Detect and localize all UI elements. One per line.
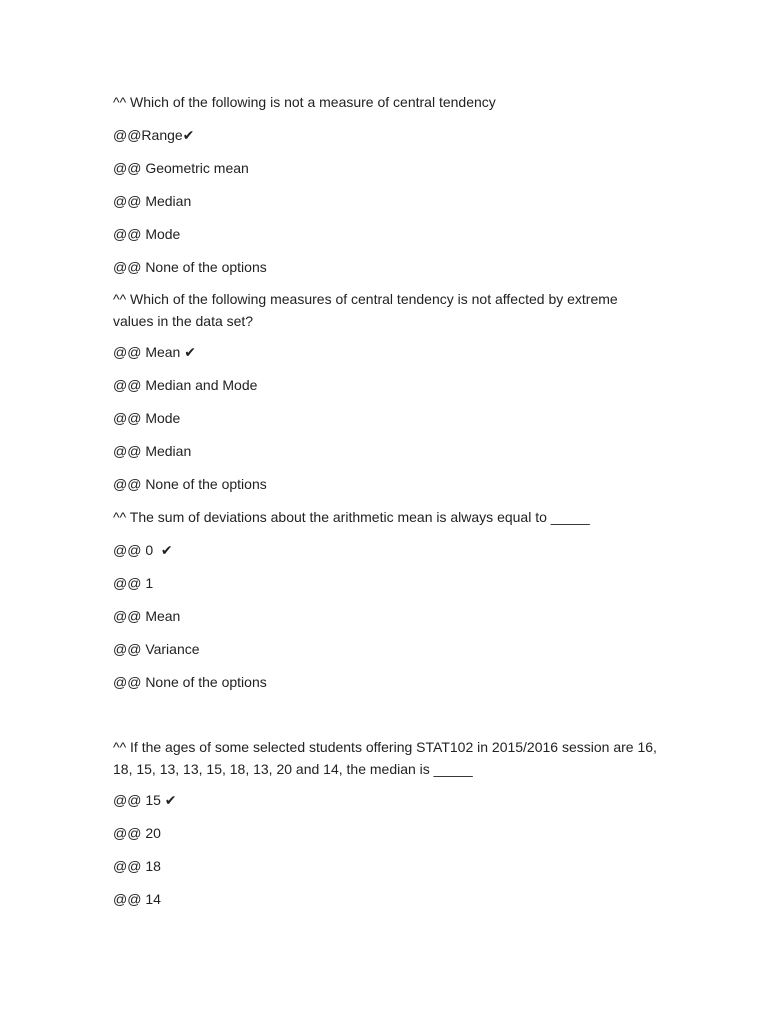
question-2-option-3: @@ Mode xyxy=(113,410,181,426)
question-1-prompt: ^^ Which of the following is not a measure of central tendency xyxy=(113,94,496,110)
question-4-option-4: @@ 14 xyxy=(113,891,161,907)
question-2-prompt: ^^ Which of the following measures of central tendency is not affected by extreme values in the data set? xyxy=(113,291,618,329)
question-4-option-3: @@ 18 xyxy=(113,858,161,874)
question-4-option-2: @@ 20 xyxy=(113,825,161,841)
question-1-option-1: @@Range✔ xyxy=(113,127,195,143)
question-1-option-3: @@ Median xyxy=(113,193,192,209)
question-1-option-5: @@ None of the options xyxy=(113,259,267,275)
question-1-option-2: @@ Geometric mean xyxy=(113,160,249,176)
question-3-option-1: @@ 0 ✔ xyxy=(113,542,173,558)
question-2-option-4: @@ Median xyxy=(113,443,192,459)
question-3-option-4: @@ Variance xyxy=(113,641,200,657)
question-4-prompt: ^^ If the ages of some selected students offering STAT102 in 2015/2016 session are 16, 18, 15, 13, 13, 15, 18, 13, 20 and 14, the median is _____ xyxy=(113,739,657,777)
question-3-option-2: @@ 1 xyxy=(113,575,154,591)
question-1-option-4: @@ Mode xyxy=(113,226,181,242)
question-3-prompt: ^^ The sum of deviations about the arithmetic mean is always equal to _____ xyxy=(113,509,590,525)
document-page xyxy=(113,0,673,1024)
question-3-option-3: @@ Mean xyxy=(113,608,181,624)
question-4-option-1: @@ 15 ✔ xyxy=(113,792,177,808)
question-2-option-1: @@ Mean ✔ xyxy=(113,344,196,360)
question-2-option-5: @@ None of the options xyxy=(113,476,267,492)
question-2-option-2: @@ Median and Mode xyxy=(113,377,258,393)
question-3-option-5: @@ None of the options xyxy=(113,674,267,690)
